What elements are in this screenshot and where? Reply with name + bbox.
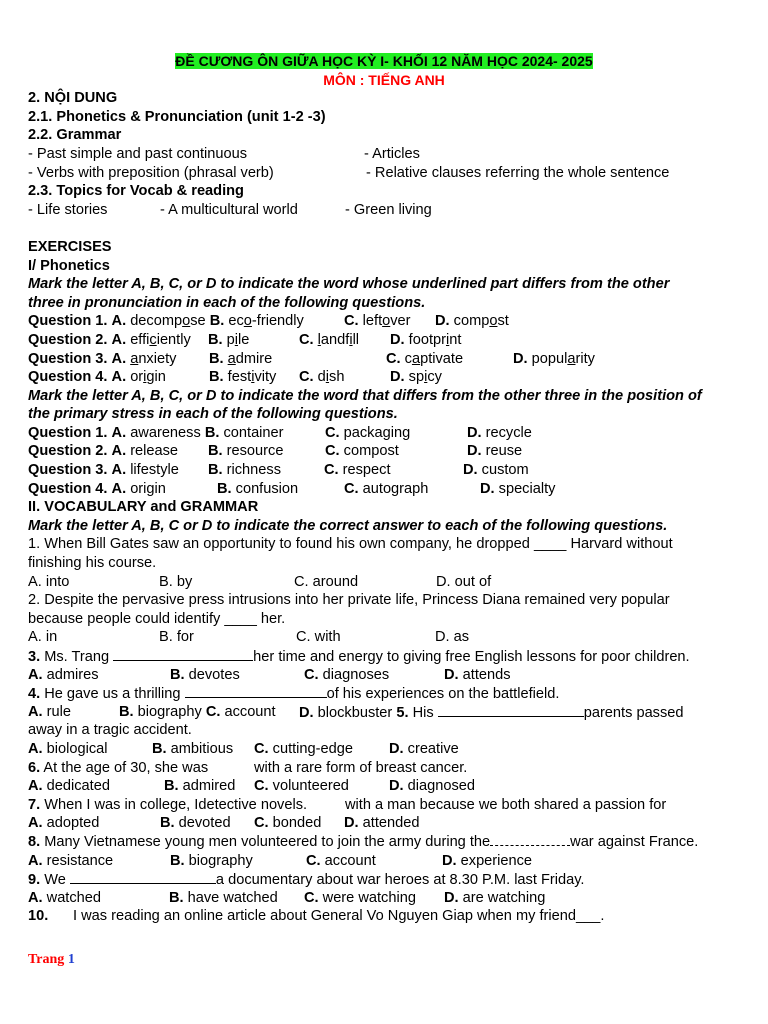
subject-title: MÔN : TIẾNG ANH [323, 71, 445, 88]
option: C. landfill [299, 331, 360, 348]
option: D. popularity [513, 350, 595, 367]
stress-question: Question 3. A. lifestyle B. richness C. respect D. custom [28, 462, 529, 479]
vocab-question: 1. When Bill Gates saw an opportunity to found his own company, he dropped ____ Harvard without [28, 536, 673, 553]
content-heading: 2. NỘI DUNG [28, 90, 118, 107]
vocab-section-heading: II. VOCABULARY and GRAMMAR [28, 499, 259, 516]
pronunciation-question [28, 350, 740, 369]
question-label: Question 1. [28, 313, 108, 330]
pronunciation-instruction: Mark the letter A, B, C, or D to indicate the word whose underlined part differs from the other [28, 276, 670, 293]
option: B. pile [208, 331, 250, 348]
option: C. dish [299, 369, 345, 386]
option-word: origin [130, 369, 166, 386]
vocab-options: A. adopted B. devoted C. bonded D. attended [28, 815, 420, 832]
page-footer [28, 952, 75, 968]
vocab-question: 2. Despite the pervasive press intrusions into her private life, Princess Diana remained very popular [28, 592, 670, 609]
page-number: 1 [67, 952, 75, 967]
option: B. admire [209, 350, 273, 367]
question-label: Question 4. [28, 480, 108, 497]
option-word: anxiety [130, 350, 177, 367]
option-letter: A. [111, 313, 127, 330]
vocab-options: A. watched B. have watched C. were watching D. are watching [28, 889, 546, 906]
question-label: Question 1. [28, 424, 108, 441]
vocab-options: A. admires B. devotes C. diagnoses D. attends [28, 666, 511, 683]
stress-instruction: Mark the letter A, B, C, or D to indicate the word that differs from the other three in the position of [28, 387, 702, 404]
question-label: Question 2. [28, 331, 108, 348]
vocab-instruction: Mark the letter A, B, C or D to indicate the correct answer to each of the following questions. [28, 517, 668, 534]
vocab-question: 6. At the age of 30, she was with a rare form of breast cancer. [28, 759, 468, 776]
option: D. compost [435, 313, 509, 330]
vocab-options: A. resistance B. biography C. account D. experience [28, 852, 533, 869]
question-label: Question 3. [28, 350, 108, 367]
vocab-question: because people could identify ____ her. [28, 610, 286, 627]
vocab-question: 10. I was reading an online article about General Vo Nguyen Giap when my friend___. [28, 908, 605, 925]
grammar-row [28, 145, 740, 164]
pronunciation-question [28, 331, 740, 350]
exercises-heading: EXERCISES [28, 238, 112, 255]
page-title: ĐỀ CƯƠNG ÔN GIỮA HỌC KỲ I- KHỐI 12 NĂM HỌC 2024- 2025 [175, 53, 593, 69]
stress-question: Question 2. A. release B. resource C. compost D. reuse [28, 443, 523, 460]
worksheet-page [28, 52, 740, 926]
stress-question: Question 4. A. origin B. confusion C. autograph D. specialty [28, 480, 556, 497]
option: D. footprint [390, 331, 462, 348]
topics-heading: 2.3. Topics for Vocab & reading [28, 183, 244, 200]
question-label: Question 2. [28, 443, 108, 460]
vocab-options: A. biological B. ambitious C. cutting-edge D. creative [28, 740, 459, 757]
grammar-heading: 2.2. Grammar [28, 127, 122, 144]
question-label: Question 4. [28, 369, 108, 386]
vocab-options: A. rule B. biography C. account D. blockbuster 5. His parents passed [28, 703, 684, 721]
option-word: efficiently [130, 331, 191, 348]
vocab-question: 7. When I was in college, Idetective novels. with a man because we both shared a passion for [28, 796, 667, 813]
topic-item: - A multicultural world [160, 201, 298, 218]
grammar-row [28, 164, 740, 183]
grammar-item: - Articles [364, 145, 420, 162]
topics-row [28, 201, 740, 220]
stress-question: Question 1. A. awareness B. container C. packaging D. recycle [28, 424, 532, 441]
vocab-question: finishing his course. [28, 555, 157, 572]
title-line [28, 52, 740, 71]
option: C. leftover [344, 313, 411, 330]
page-label: Trang [28, 952, 65, 967]
pronunciation-instruction: three in pronunciation in each of the following questions. [28, 294, 426, 311]
option-letter: B. [209, 313, 225, 330]
question-label: Question 3. [28, 462, 108, 479]
option: C. captivate [386, 350, 464, 367]
stress-instruction: the primary stress in each of the following questions. [28, 406, 398, 423]
option: B. festivity [209, 369, 277, 386]
option-letter: A. [111, 369, 127, 386]
vocab-options: A. into B. by C. around D. out of [28, 573, 492, 590]
topic-item: - Green living [345, 201, 432, 218]
option-letter: A. [111, 331, 127, 348]
phonetics-topic-heading: 2.1. Phonetics & Pronunciation (unit 1-2 -3) [28, 108, 326, 125]
grammar-item: - Past simple and past continuous [28, 145, 248, 162]
grammar-item: - Relative clauses referring the whole sentence [366, 164, 670, 181]
option-word: decompose [130, 313, 206, 330]
grammar-item: - Verbs with preposition (phrasal verb) [28, 164, 274, 181]
topic-item: - Life stories [28, 201, 108, 218]
vocab-question: away in a tragic accident. [28, 722, 192, 739]
phonetics-section-heading: I/ Phonetics [28, 257, 110, 274]
pronunciation-question [28, 312, 740, 331]
vocab-options: A. in B. for C. with D. as [28, 629, 470, 646]
vocab-question: 3. Ms. Trang her time and energy to giving free English lessons for poor children. [28, 649, 690, 665]
option: D. spicy [390, 369, 442, 386]
vocab-question: 4. He gave us a thrilling of his experiences on the battlefield. [28, 686, 560, 703]
pronunciation-question [28, 368, 740, 387]
vocab-question: 9. We a documentary about war heroes at 8.30 P.M. last Friday. [28, 872, 585, 889]
subject-line [28, 71, 740, 90]
option-word: eco-friendly [228, 313, 304, 330]
vocab-options: A. dedicated B. admired C. volunteered D. diagnosed [28, 778, 476, 795]
vocab-question: 8. Many Vietnamese young men volunteered to join the army during the war against France. [28, 833, 699, 850]
option-letter: A. [111, 350, 127, 367]
